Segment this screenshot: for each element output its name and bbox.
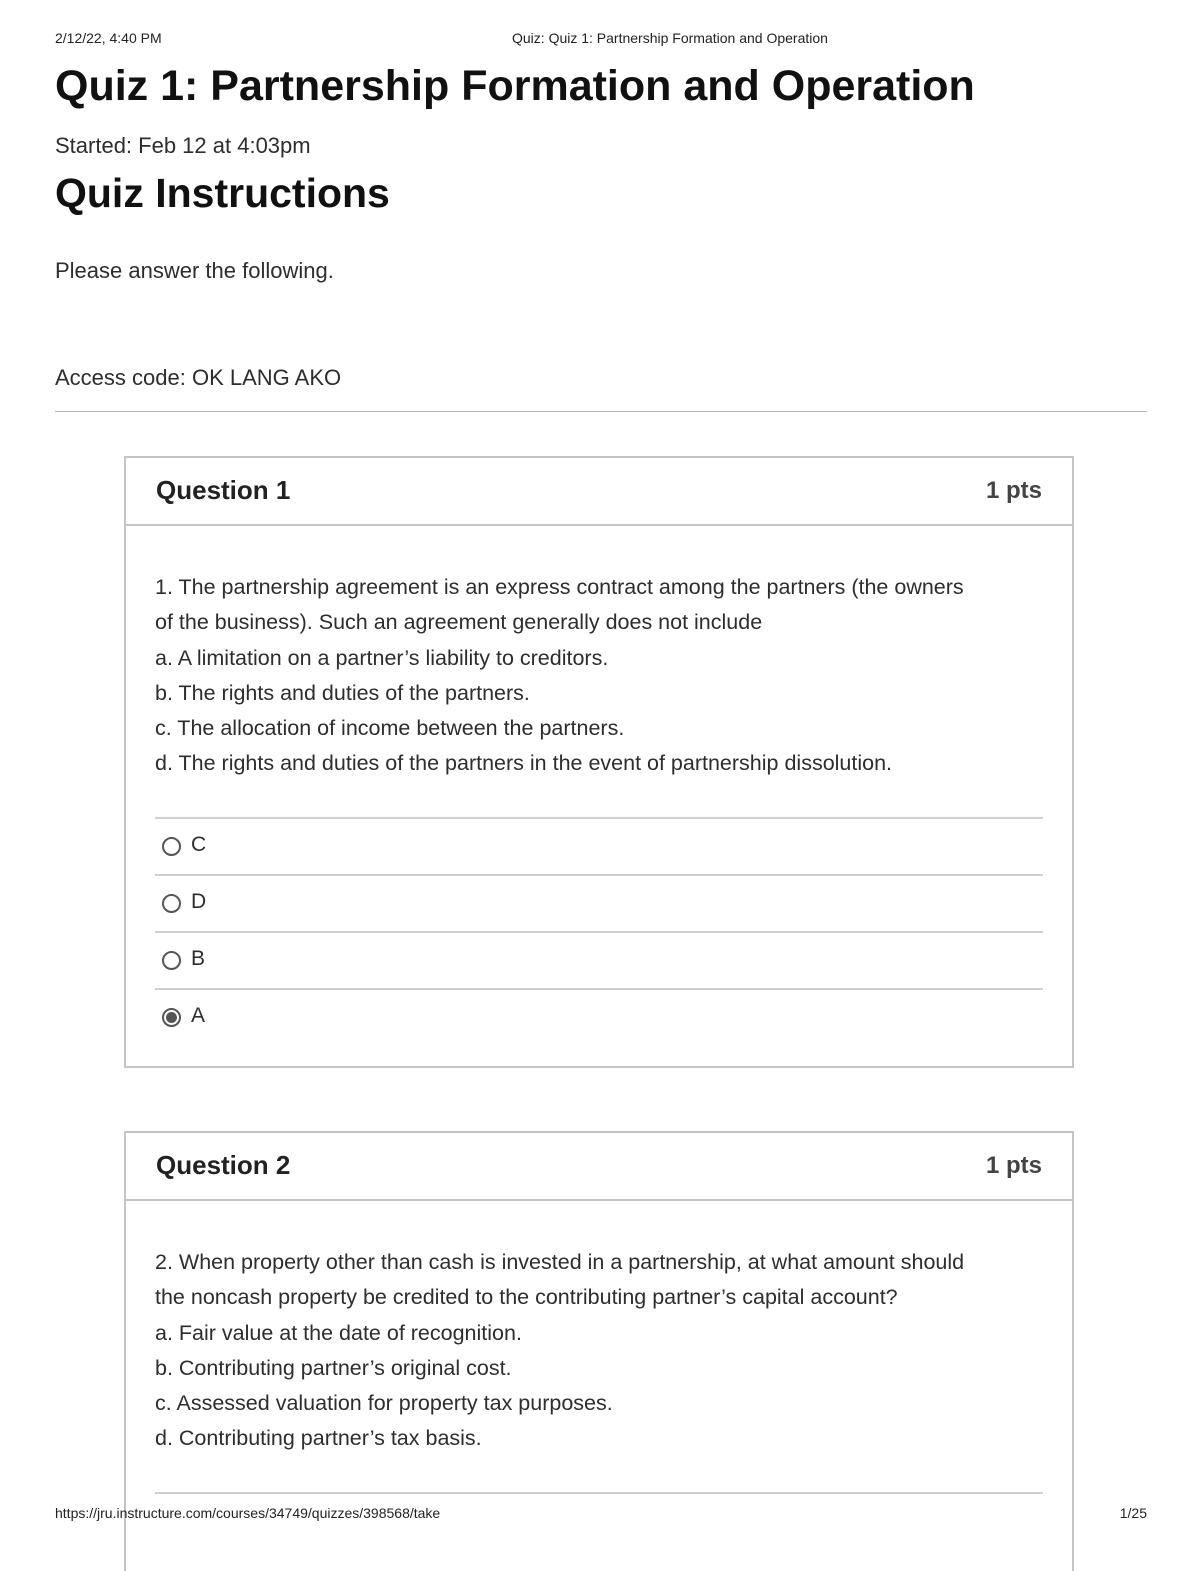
question-1 — [124, 456, 1074, 1068]
question-option-b: b. The rights and duties of the partners. — [155, 680, 530, 705]
radio-unchecked-icon[interactable] — [162, 837, 181, 856]
question-name: Question 2 — [156, 1150, 291, 1180]
started-timestamp: Started: Feb 12 at 4:03pm — [55, 133, 311, 158]
question-option-c: c. Assessed valuation for property tax purposes. — [155, 1391, 613, 1416]
question-body — [126, 1245, 1072, 1549]
page-url: https://jru.instructure.com/courses/34749/quizzes/398568/take — [55, 1505, 441, 1521]
answer-list — [155, 817, 1043, 1045]
question-option-d: d. Contributing partner’s tax basis. — [155, 1426, 482, 1451]
question-option-c: c. The allocation of income between the partners. — [155, 716, 625, 741]
answer-label[interactable]: D — [191, 889, 207, 913]
question-body — [126, 570, 1072, 1045]
radio-checked-icon[interactable] — [162, 1008, 181, 1027]
question-option-a: a. A limitation on a partner’s liability to creditors. — [155, 645, 609, 670]
answer-label[interactable]: B — [191, 946, 206, 970]
question-option-d: d. The rights and duties of the partners in the event of partnership dissolution. — [155, 751, 893, 776]
divider — [55, 411, 1147, 412]
question-text — [155, 1245, 1043, 1457]
question-text — [155, 570, 1043, 782]
answer-option-a[interactable] — [155, 988, 1043, 1045]
print-page-title: Quiz: Quiz 1: Partnership Formation and Operation — [512, 30, 828, 46]
quiz-title: Quiz 1: Partnership Formation and Operation — [55, 62, 975, 110]
question-name: Question 1 — [156, 475, 291, 505]
answer-option-c[interactable] — [155, 817, 1043, 874]
question-points: 1 pts — [985, 477, 1042, 504]
instructions-heading: Quiz Instructions — [55, 170, 390, 216]
instructions-text: Please answer the following. — [55, 258, 334, 283]
print-header — [55, 30, 1147, 50]
answer-label[interactable]: A — [191, 1003, 206, 1027]
question-text-line: the noncash property be credited to the contributing partner’s capital account? — [155, 1285, 898, 1310]
radio-unchecked-icon[interactable] — [162, 894, 181, 913]
access-code: Access code: OK LANG AKO — [55, 365, 342, 390]
answer-option-b[interactable] — [155, 931, 1043, 988]
answer-label[interactable]: C — [191, 832, 207, 856]
question-option-b: b. Contributing partner’s original cost. — [155, 1355, 512, 1380]
question-header — [126, 1133, 1072, 1201]
print-date-time: 2/12/22, 4:40 PM — [55, 30, 162, 46]
question-text-line: 2. When property other than cash is invested in a partnership, at what amount should — [155, 1250, 965, 1274]
question-text-line: 1. The partnership agreement is an express contract among the partners (the owners — [155, 575, 964, 599]
page-number: 1/25 — [1119, 1505, 1147, 1521]
answer-option-d[interactable] — [155, 874, 1043, 931]
question-text-line: of the business). Such an agreement generally does not include — [155, 610, 763, 635]
radio-unchecked-icon[interactable] — [162, 951, 181, 970]
question-option-a: a. Fair value at the date of recognition. — [155, 1320, 522, 1345]
question-points: 1 pts — [985, 1152, 1042, 1179]
question-header — [126, 458, 1072, 526]
